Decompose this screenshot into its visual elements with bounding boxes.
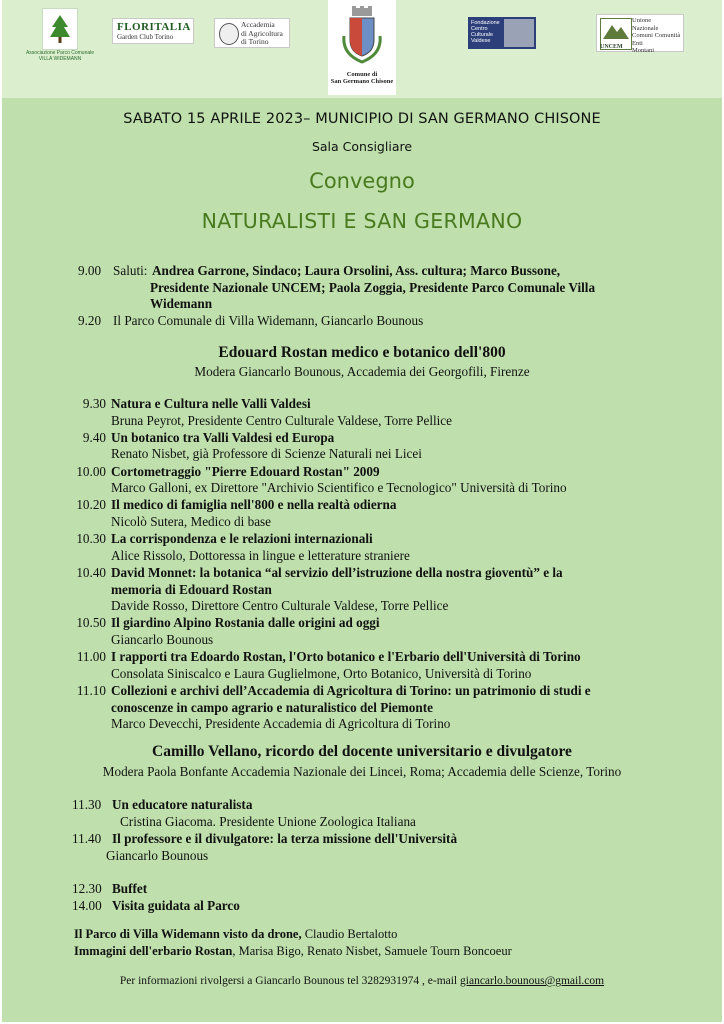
item-time: 9.00 [78, 263, 102, 278]
fondazione-line: Centro [471, 26, 488, 32]
event-title: NATURALISTI E SAN GERMANO [201, 209, 523, 233]
item-speaker: Giancarlo Bounous [111, 631, 214, 647]
item-title: Il Parco Comunale di Villa Widemann, Giancarlo Bounous [113, 313, 424, 328]
item-title: Andrea Garrone, Sindaco; Laura Orsolini, Ass. cultura; Marco Bussone, [152, 263, 561, 278]
uncem-line: Montani [632, 47, 655, 54]
fondazione-line: Culturale [471, 32, 494, 38]
item-title: La corrispondenza e le relazioni internazionali [111, 531, 373, 547]
seal-icon [219, 23, 239, 45]
fondazione-line: Valdese [471, 38, 491, 44]
item-title: Natura e Cultura nelle Valli Valdesi [111, 396, 311, 411]
item-time: 11.10 [76, 683, 106, 698]
item-speaker: Marco Devecchi, Presidente Accademia di Agricoltura di Torino [111, 716, 451, 732]
contact-text: Per informazioni rivolgersi a Giancarlo Bounous tel 3282931974 , e-mail [119, 975, 461, 987]
villa-caption-2: VILLA WIDEMANN [38, 56, 82, 62]
uncem-line: Unione [632, 17, 652, 24]
item-time: 11.00 [76, 649, 106, 665]
item-time: 10.40 [76, 565, 106, 580]
item-title: Il giardino Alpino Rostania dalle origini ad oggi [111, 615, 380, 631]
item-speaker: Consolata Siniscalco e Laura Guglielmone, Orto Botanico, Università di Torino [111, 665, 532, 681]
item-speaker: Nicolò Sutera, Medico di base [111, 513, 272, 529]
item-time: 10.00 [76, 463, 106, 479]
accademia-line: di Agricoltura [241, 28, 283, 38]
item-prefix: Saluti: [113, 263, 148, 278]
accademia-line: Accademia [241, 20, 275, 29]
comune-logo [328, 0, 396, 95]
accademia-line: di Torino [241, 37, 269, 46]
item-title: Il medico di famiglia nell'800 e nella realtà odierna [111, 497, 397, 513]
section-moderator: Modera Giancarlo Bounous, Accademia dei Georgofili, Firenze [194, 364, 530, 379]
item-time: 11.40 [72, 831, 102, 846]
item-time: 14.00 [72, 898, 102, 913]
fondazione-logo [468, 17, 536, 49]
item-speaker: Giancarlo Bounous [106, 847, 209, 863]
section-title: Camillo Vellano, ricordo del docente universitario e divulgatore [152, 743, 572, 760]
uncem-logo [596, 14, 684, 52]
item-title: Cortometraggio "Pierre Edouard Rostan" 2009 [111, 463, 380, 479]
event-room: Sala Consigliare [311, 139, 413, 154]
contact-email-link[interactable]: giancarlo.bounous@gmail.com [460, 975, 605, 987]
item-title: memoria di Edouard Rostan [111, 581, 272, 597]
tree-icon [42, 8, 78, 50]
section-title: Edouard Rostan medico e botanico dell'800 [218, 344, 506, 361]
comune-name: Comune di [346, 71, 378, 78]
uncem-line: Enti [632, 39, 643, 47]
item-title: Presidente Nazionale UNCEM; Paola Zoggia, Presidente Parco Comunale Villa [150, 279, 596, 295]
item-speaker: Davide Rosso, Direttore Centro Culturale Valdese, Torre Pellice [111, 598, 449, 614]
item-title: Widemann [150, 296, 213, 312]
logo-strip [2, 0, 722, 98]
engraving-image [504, 19, 534, 47]
floritalia-name: FLORITALIA [117, 21, 191, 33]
credit-drone-author: Claudio Bertalotto [301, 927, 398, 941]
uncem-label: UNCEM [600, 44, 623, 50]
floritalia-sub: Garden Club Torino [117, 33, 174, 41]
item-time: 9.40 [82, 429, 106, 445]
villa-widemann-logo [20, 8, 100, 74]
event-type: Convegno [309, 169, 415, 193]
item-title: Visita guidata al Parco [112, 898, 240, 913]
item-speaker: Renato Nisbet, già Professore di Scienze Naturali nei Licei [111, 446, 422, 462]
item-speaker: Alice Rissolo, Dottoressa in lingue e letterature straniere [111, 547, 410, 563]
credit-drone [74, 927, 397, 942]
item-time: 11.30 [72, 797, 102, 812]
item-title: conoscenze in campo agrario e naturalistico del Piemonte [111, 699, 433, 715]
flyer-page [2, 0, 722, 1022]
credit-erbario-authors: , Marisa Bigo, Renato Nisbet, Samuele Tourn Boncoeur [232, 944, 512, 958]
credit-erbario-title: Immagini dell'erbario Rostan [74, 944, 233, 958]
item-title: I rapporti tra Edoardo Rostan, l'Orto botanico e l'Erbario dell'Università di Torino [111, 649, 581, 665]
floritalia-logo [112, 18, 194, 44]
comune-name-2: San Germano Chisone [330, 78, 394, 85]
item-time: 10.30 [76, 531, 106, 547]
item-time: 12.30 [72, 881, 102, 896]
fondazione-line: Fondazione [471, 20, 500, 26]
uncem-line: Comuni Comunità [632, 32, 681, 39]
item-title: Buffet [112, 881, 148, 896]
item-title: Un educatore naturalista [112, 797, 253, 812]
item-speaker: Marco Galloni, ex Direttore "Archivio Scientifico e Tecnologico" Università di Torino [111, 480, 567, 496]
item-speaker: Cristina Giacoma. Presidente Unione Zoologica Italiana [120, 813, 416, 829]
section-moderator: Modera Paola Bonfante Accademia Nazionale dei Lincei, Roma; Accademia delle Scienze, Torino [102, 764, 622, 779]
item-title: Collezioni e archivi dell’Accademia di Agricoltura di Torino: un patrimonio di studi e [111, 683, 591, 698]
item-time: 9.30 [82, 396, 106, 411]
item-speaker: Bruna Peyrot, Presidente Centro Culturale Valdese, Torre Pellice [111, 412, 453, 428]
item-time: 10.20 [76, 497, 106, 513]
item-time: 10.50 [76, 615, 106, 631]
item-title: Il professore e il divulgatore: la terza missione dell'Università [112, 831, 458, 846]
item-time: 9.20 [78, 313, 102, 328]
item-title: Un botanico tra Valli Valdesi ed Europa [111, 429, 335, 445]
uncem-line: Nazionale [632, 24, 659, 32]
contact-info [2, 975, 722, 987]
accademia-logo [214, 18, 290, 48]
credit-drone-title: Il Parco di Villa Widemann visto da drone, [74, 927, 302, 941]
event-date-place: SABATO 15 APRILE 2023– MUNICIPIO DI SAN GERMANO CHISONE [123, 111, 601, 127]
coat-of-arms-icon [340, 6, 384, 66]
villa-caption: Associazione Parco Comunale [25, 50, 95, 56]
credit-erbario [74, 944, 512, 959]
item-title: David Monnet: la botanica “al servizio dell’istruzione della nostra gioventù” e la [111, 565, 563, 580]
